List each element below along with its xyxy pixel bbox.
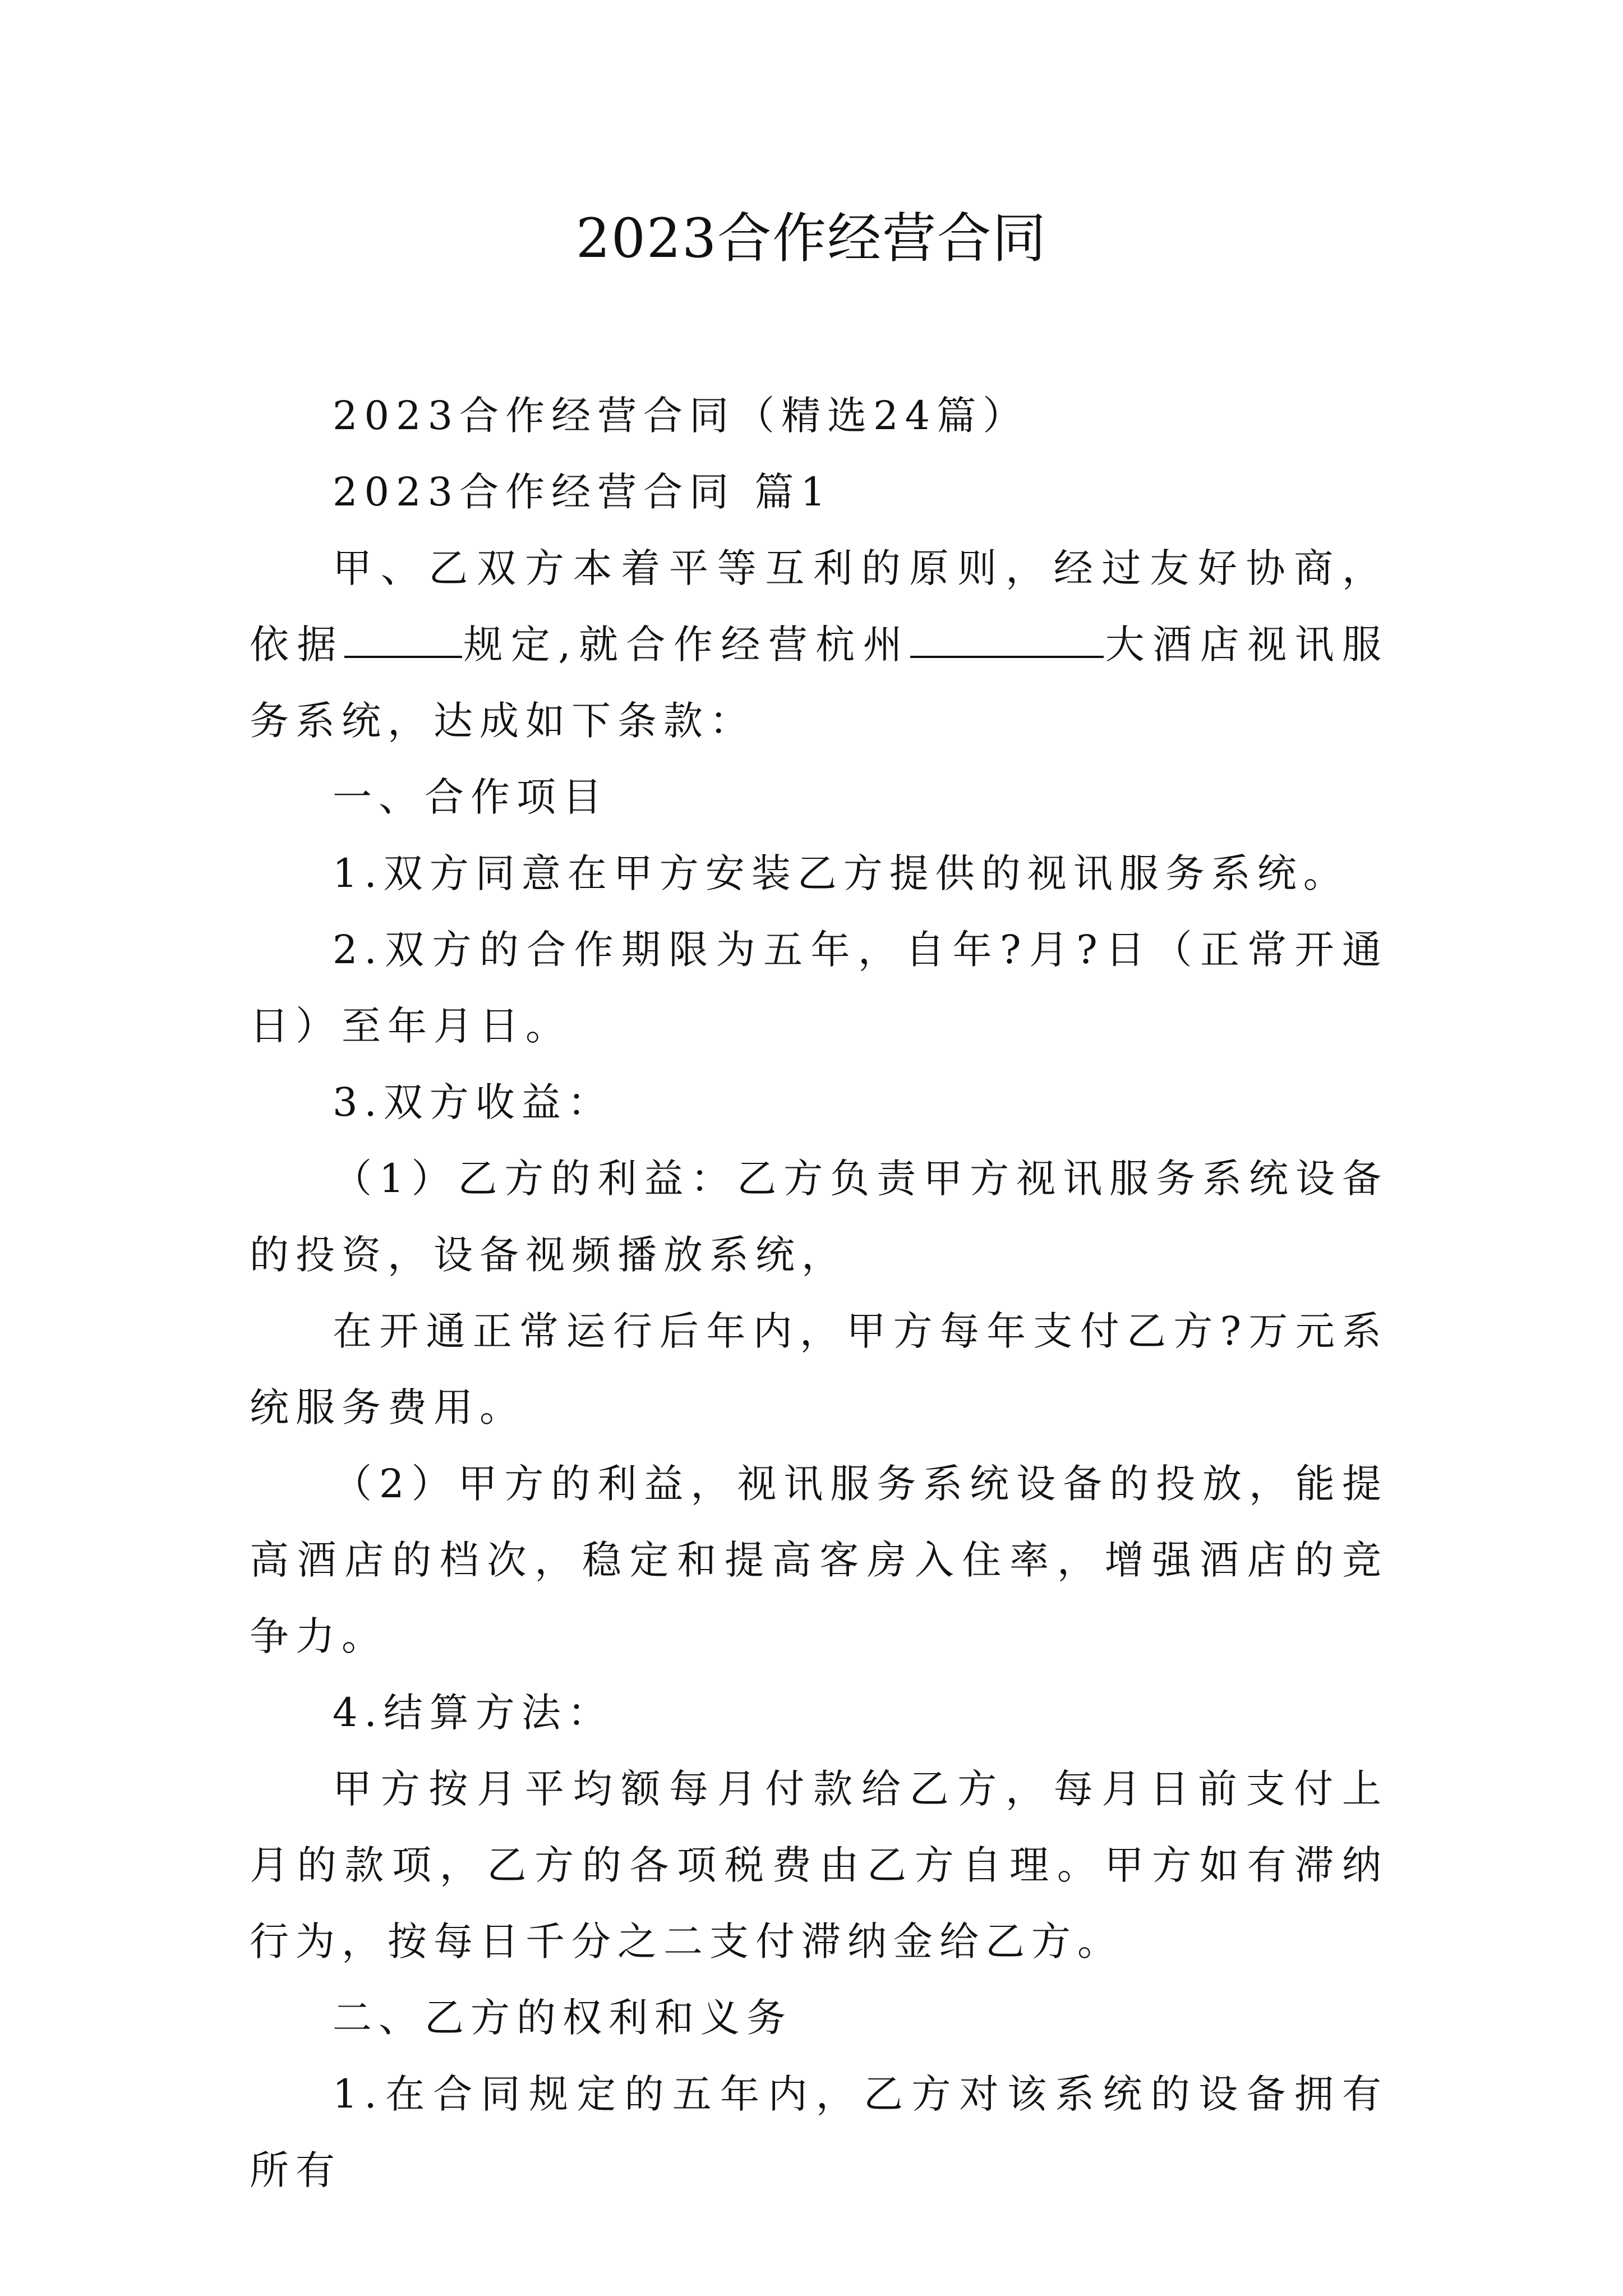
paragraph: 3.双方收益： bbox=[333, 1079, 614, 1125]
intro-text-2: 规定,就合作经营杭州 bbox=[462, 622, 911, 668]
paragraph: 4.结算方法： bbox=[333, 1690, 614, 1736]
paragraph: 1.双方同意在甲方安装乙方提供的视讯服务系统。 bbox=[333, 850, 1349, 896]
paragraph: 1.在合同规定的五年内，乙方对该系统的设备拥有所有 bbox=[250, 2071, 1388, 2193]
blank-line bbox=[910, 616, 1104, 658]
section-heading: 一、合作项目 bbox=[333, 774, 608, 820]
intro-text-1: 甲、乙双方本着平等互利的原则，经过友好协商，依据 bbox=[250, 545, 1388, 668]
paragraph: 在开通正常运行后年内，甲方每年支付乙方?万元系统服务费用。 bbox=[250, 1308, 1388, 1430]
paragraph: （1）乙方的利益：乙方负责甲方视讯服务系统设备的投资，设备视频播放系统， bbox=[250, 1156, 1388, 1278]
intro-text-3: 大酒店视讯服务系统，达成如下条款： bbox=[250, 622, 1388, 744]
paragraph: 甲方按月平均额每月付款给乙方，每月日前支付上月的款项，乙方的各项税费由乙方自理。甲方如有滞纳行为，按每日千分之二支付滞纳金给乙方。 bbox=[250, 1766, 1388, 1964]
blank-line bbox=[344, 616, 462, 658]
paragraph: （2）甲方的利益，视讯服务系统设备的投放，能提高酒店的档次，稳定和提高客房入住率，增强酒店的竞争力。 bbox=[250, 1461, 1388, 1659]
document-title: 2023合作经营合同 bbox=[575, 207, 1048, 270]
chapter-heading: 2023合作经营合同 篇1 bbox=[333, 469, 832, 515]
intro-paragraph bbox=[250, 530, 1388, 759]
section-heading: 二、乙方的权利和义务 bbox=[333, 1995, 792, 2041]
document-body bbox=[250, 378, 1388, 2208]
paragraph: 2.双方的合作期限为五年，自年?月?日（正常开通日）至年月日。 bbox=[250, 927, 1388, 1049]
document-subtitle: 2023合作经营合同（精选24篇） bbox=[333, 393, 1029, 439]
